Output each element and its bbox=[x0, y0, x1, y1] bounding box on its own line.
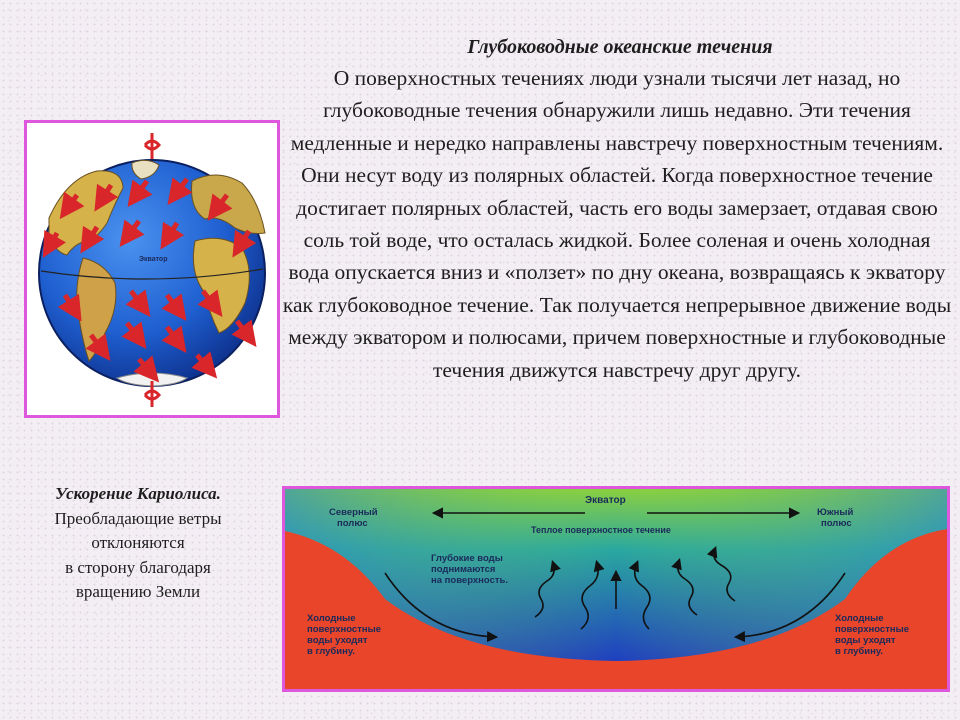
ocean-circulation-diagram bbox=[282, 486, 950, 692]
cold-left-label: Холодные поверхностные воды уходят в глубину. bbox=[307, 613, 381, 657]
article-body: О поверхностных течениях люди узнали тысячи лет назад, но глубоководные течения обнаружили лишь недавно. Эти течения медленные и нередко направлены навстречу поверхностным течениям. Они несут воду из полярных областей. Когда поверхностное течение достигает полярных областей, часть его воды замерзает, отдавая свою соль той воде, что осталась жидкой. Более соленая и очень холодная вода опускается вниз и «ползет» по дну океана, возвращаясь к экватору как глубоководное течение. Так получается непрерывное движение воды между экватором и полюсами, причем поверхностные и глубоководные течения движутся навстречу друг другу. bbox=[282, 66, 952, 382]
caption-line: отклоняются bbox=[91, 533, 185, 552]
caption bbox=[22, 482, 254, 605]
globe-equator-label: Экватор bbox=[139, 256, 168, 263]
article-title: Глубоководные океанские течения bbox=[467, 36, 773, 58]
caption-line: в сторону благодаря bbox=[65, 557, 211, 577]
south-pole-label: Южный полюс bbox=[817, 507, 854, 529]
diagram-equator-label: Экватор bbox=[585, 495, 626, 506]
caption-line: вращению Земли bbox=[75, 582, 201, 601]
diagram-svg bbox=[285, 489, 947, 689]
caption-title: Ускорение Кариолиса. bbox=[55, 484, 221, 503]
globe-svg bbox=[27, 123, 277, 415]
globe-illustration bbox=[24, 120, 280, 418]
warm-current-label: Теплое поверхностное течение bbox=[531, 525, 671, 535]
north-pole-label: Северный полюс bbox=[329, 507, 378, 529]
deep-rise-label: Глубокие воды поднимаются на поверхность. bbox=[431, 553, 508, 586]
cold-right-label: Холодные поверхностные воды уходят в глубину. bbox=[835, 613, 909, 657]
caption-line: Преобладающие ветры bbox=[54, 508, 222, 528]
